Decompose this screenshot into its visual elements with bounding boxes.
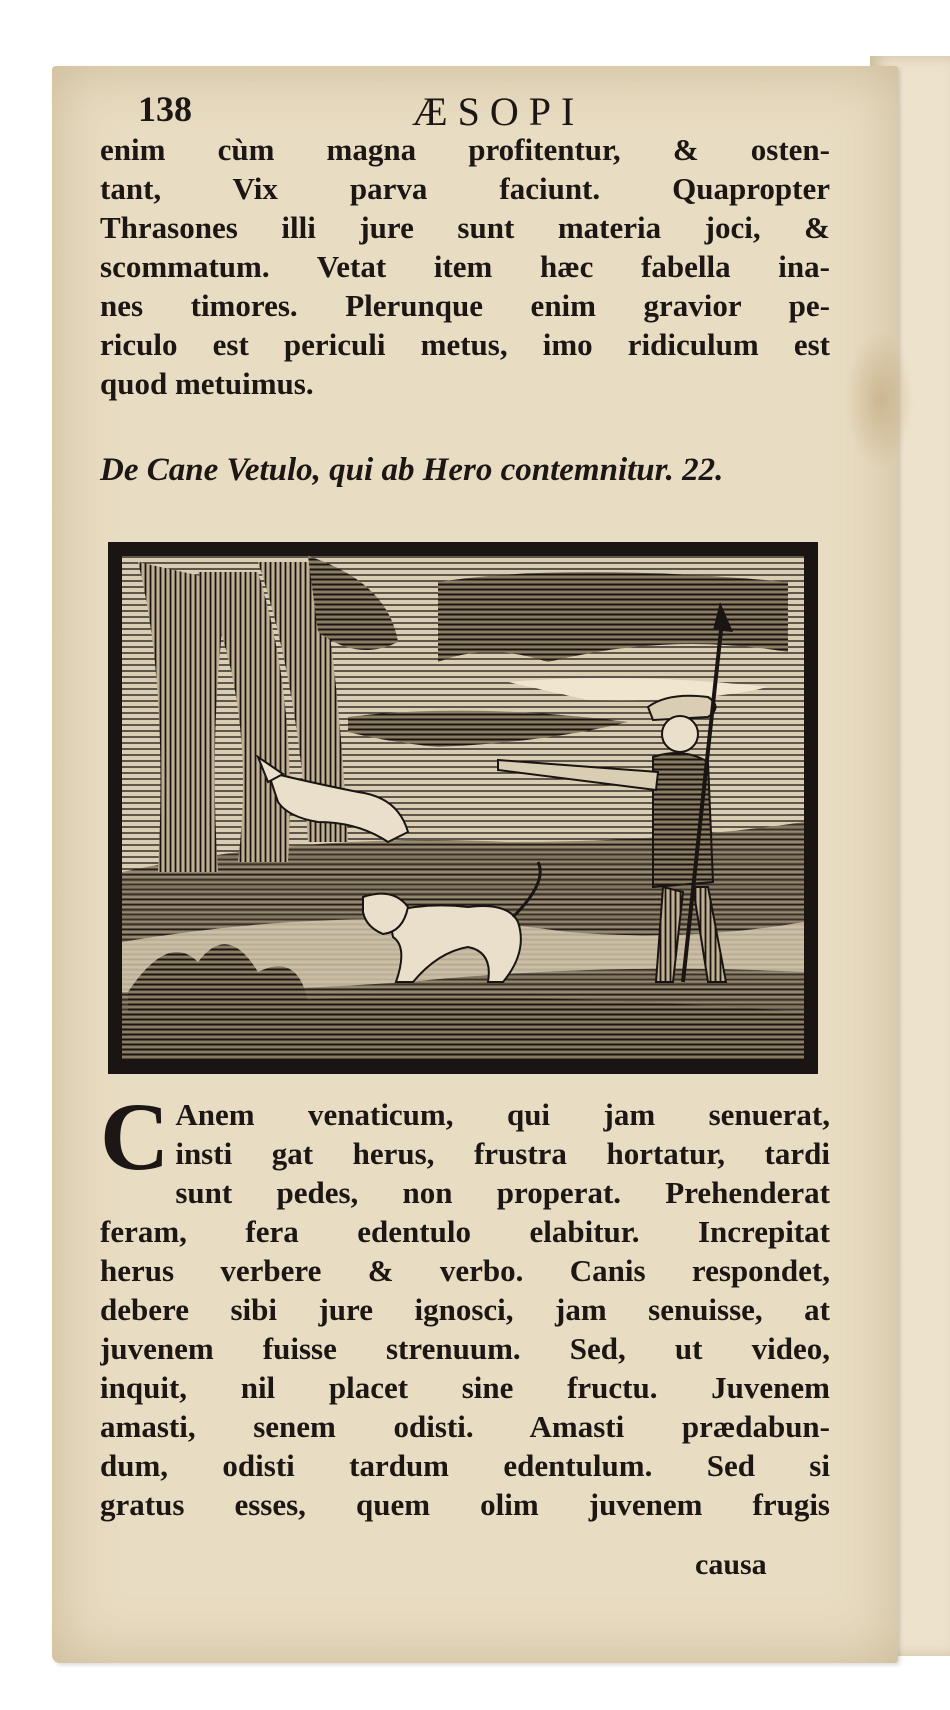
text-line: tant, Vix parva faciunt. Quapropter <box>100 171 830 206</box>
text-line: inquit, nil placet sine fructu. Juvenem <box>100 1370 830 1405</box>
text-line: herus verbere & verbo. Canis respondet, <box>100 1253 830 1288</box>
text-line: nes timores. Plerunque enim gravior pe- <box>100 288 830 323</box>
text-line: Anem venaticum, qui jam senuerat, <box>175 1097 830 1132</box>
paper-stain <box>845 330 915 470</box>
text-line: juvenem fuisse strenuum. Sed, ut video, <box>100 1331 830 1366</box>
text-line: sunt pedes, non properat. Prehenderat <box>175 1175 830 1210</box>
woodcut-image <box>108 542 818 1074</box>
text-line: riculo est periculi metus, imo ridiculum est <box>100 327 830 362</box>
text-line: dum, odisti tardum edentulum. Sed si <box>100 1448 830 1483</box>
woodcut-illustration <box>108 542 818 1074</box>
text-line: amasti, senem odisti. Amasti prædabun- <box>100 1409 830 1444</box>
drop-cap: C <box>100 1083 170 1190</box>
text-line: Thrasones illi jure sunt materia joci, & <box>100 210 830 245</box>
text-line: enim cùm magna profitentur, & osten- <box>100 132 830 167</box>
text-line: debere sibi jure ignosci, jam senuisse, at <box>100 1292 830 1327</box>
page-number: 138 <box>138 89 192 129</box>
fable-title: De Cane Vetulo, qui ab Hero contemnitur. 22. <box>100 452 724 488</box>
running-head: ÆSOPI <box>412 89 585 134</box>
text-line: gratus esses, quem olim juvenem frugis <box>100 1487 830 1522</box>
preceding-moral-text <box>100 130 830 403</box>
text-line: insti gat herus, frustra hortatur, tardi <box>175 1136 830 1171</box>
catchword: causa <box>695 1548 767 1581</box>
text-line: quod metuimus. <box>100 366 314 401</box>
fable-body <box>100 1083 830 1524</box>
text-line: scommatum. Vetat item hæc fabella ina- <box>100 249 830 284</box>
text-line: feram, fera edentulo elabitur. Increpitat <box>100 1214 830 1249</box>
